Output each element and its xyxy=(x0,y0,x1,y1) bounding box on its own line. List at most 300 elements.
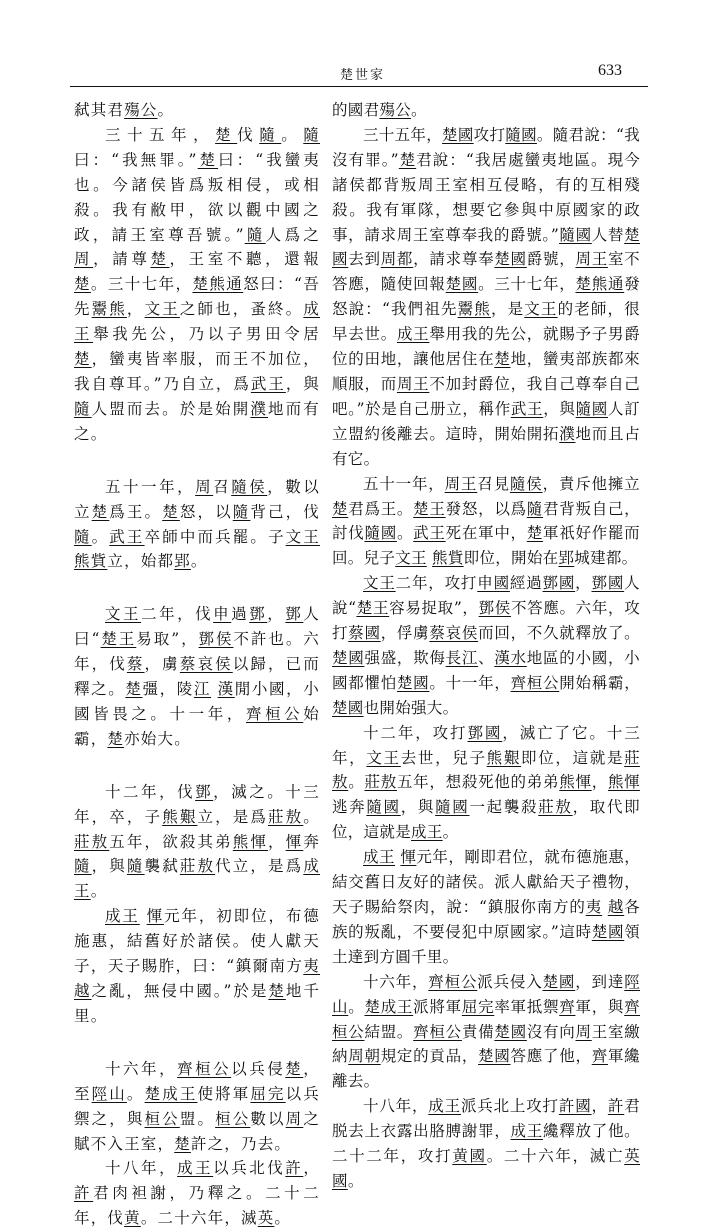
text-run: ，取代即位，這就是 xyxy=(332,798,640,842)
proper-noun: 隨 xyxy=(74,527,92,546)
proper-noun: 楚國 xyxy=(591,922,625,941)
proper-noun: 周王 xyxy=(575,250,608,269)
text-run: 君背叛自己，討伐 xyxy=(332,499,640,543)
text-run: 彊，陵 xyxy=(142,680,194,699)
text-run: ， xyxy=(591,1097,608,1116)
proper-noun: 許國 xyxy=(558,1097,592,1116)
text-run: 。 xyxy=(396,524,414,543)
proper-noun: 蔡國 xyxy=(348,624,381,643)
proper-noun: 蔡 xyxy=(126,655,145,674)
proper-noun: 武王 xyxy=(250,374,286,393)
text-run: 元年，初即位，布德施惠，結舊好於諸侯。使人獻天子，天子賜胙，曰：“鎮爾南方 xyxy=(74,907,320,976)
proper-noun: 齊桓公 xyxy=(177,1059,232,1078)
proper-noun: 鄧 xyxy=(285,605,304,624)
proper-noun: 隨 xyxy=(244,225,266,244)
text-run: 。 xyxy=(281,125,304,144)
proper-noun: 楚 xyxy=(197,150,219,169)
text-run: 曰：“我無罪。” xyxy=(74,150,198,169)
proper-noun: 武王 xyxy=(109,527,145,546)
text-run: 領土達到方圓千里。 xyxy=(332,922,640,966)
proper-noun: 周 xyxy=(74,250,94,269)
text-run: 許之，乃去。 xyxy=(190,1134,292,1153)
proper-noun: 申國 xyxy=(477,574,510,593)
paragraph xyxy=(332,845,640,970)
text-run: 開始稱霸， xyxy=(559,673,640,692)
proper-noun: 長江 xyxy=(445,648,479,667)
text-run: 。隨君說：“我沒有罪。” xyxy=(332,125,640,169)
paragraph xyxy=(74,780,320,905)
proper-noun: 成王 xyxy=(428,1097,461,1116)
text-run: 舉我先公，乃以子男田令居 xyxy=(93,325,320,344)
paragraph xyxy=(332,1094,640,1194)
text-run: ，與 xyxy=(285,374,321,393)
paragraph xyxy=(332,970,640,1095)
proper-noun: 周 xyxy=(195,477,214,496)
text-run: ，責斥他擁立 xyxy=(542,474,640,493)
paragraph-gap xyxy=(74,574,320,602)
text-run: 閒小國，小國皆畏之。十一年， xyxy=(74,680,320,723)
proper-noun: 濮 xyxy=(250,399,269,418)
text-run: 元年，剛即君位，就布德施惠，結交舊日友好的諸侯。派人獻給天子禮物，天子賜給祭肉，說：“鎮服你南方的 xyxy=(332,848,641,916)
proper-noun: 隨國 xyxy=(364,524,397,543)
proper-noun: 楚國 xyxy=(332,648,365,667)
text-run: ， xyxy=(303,1159,321,1178)
proper-noun: 齊桓公 xyxy=(245,704,304,723)
text-run: 。 xyxy=(347,1171,364,1190)
text-run: 地千里。 xyxy=(74,982,321,1025)
proper-noun: 文王 xyxy=(395,549,427,568)
text-run: 。二十六年，滅亡 xyxy=(486,1147,625,1166)
proper-noun: 隨國 xyxy=(559,225,592,244)
text-run: 三十五年， xyxy=(363,125,443,144)
text-run: ， xyxy=(126,300,145,319)
proper-noun: 成王 xyxy=(105,907,140,926)
proper-noun: 黄 xyxy=(124,1209,141,1228)
text-run: 爲王。 xyxy=(109,502,163,521)
text-run: 人曰“ xyxy=(74,605,321,649)
text-run: 一起襲殺 xyxy=(469,798,539,817)
proper-noun: 熊艱 xyxy=(486,748,522,767)
proper-noun: 鄧 xyxy=(195,782,214,801)
proper-noun: 楚成王 xyxy=(144,1084,198,1103)
proper-noun: 許 xyxy=(74,1184,94,1203)
text-run: 之亂，無侵中國。”於是 xyxy=(91,982,269,1000)
paragraph xyxy=(332,98,640,123)
proper-noun: 屈完 xyxy=(250,1084,286,1103)
proper-noun: 隨 xyxy=(126,857,145,876)
proper-noun: 文王 xyxy=(366,748,401,767)
text-run: 去到 xyxy=(348,250,381,269)
proper-noun: 漢 xyxy=(217,680,235,699)
text-run: 君脱去上衣露出胳膊謝罪， xyxy=(332,1097,641,1141)
text-run: ，滅之。十三年，卒，子 xyxy=(74,782,320,826)
text-run: 十二年，攻打 xyxy=(363,723,468,742)
text-run: 卒師中而兵罷。子 xyxy=(144,527,286,546)
proper-noun: 楚 xyxy=(150,250,170,269)
proper-noun: 楚國 xyxy=(542,972,576,991)
paragraph xyxy=(332,472,640,572)
proper-noun: 楚國 xyxy=(478,1047,511,1066)
text-run: 不答應。六年，攻打 xyxy=(332,599,641,643)
text-run: 君肉袒謝，乃釋之。二十二年，伐 xyxy=(74,1184,320,1228)
proper-noun: 越 xyxy=(74,982,92,1000)
proper-noun: 楚國 xyxy=(494,250,527,269)
text-run: 容易捉取”， xyxy=(389,599,479,618)
text-run: 十六年， xyxy=(363,972,429,991)
text-run: ，俘虜 xyxy=(380,624,430,643)
proper-noun: 郢 xyxy=(558,549,575,568)
proper-noun: 越 xyxy=(607,898,625,916)
text-run: 沒有向 xyxy=(526,1022,576,1041)
proper-noun: 楚 xyxy=(74,350,92,369)
text-run: 伐 xyxy=(237,125,260,144)
proper-noun: 熊惲 xyxy=(607,773,640,792)
text-run: 盟。 xyxy=(179,1109,216,1128)
proper-noun: 齊桓公 xyxy=(510,673,560,692)
proper-noun: 鄧侯 xyxy=(198,630,234,649)
text-run: 立，始都 xyxy=(107,552,175,571)
proper-noun: 楚 xyxy=(215,125,238,144)
text-run: 亦始大。 xyxy=(124,729,191,748)
text-run: 三十五年， xyxy=(105,125,216,144)
text-run: 人爲之 xyxy=(265,225,320,244)
original-text-column xyxy=(74,98,320,1231)
text-run: 十二年，伐 xyxy=(105,782,196,801)
text-run: 十八年， xyxy=(105,1159,178,1178)
text-run: 君說：“我居處蠻夷地區。現今諸侯都背叛周王室相互侵略，有的互相殘殺。我有軍隊，想要它參與中原國家的政事，請求周王室尊奉我的爵號。” xyxy=(332,150,640,244)
text-run: 地而有之。 xyxy=(74,399,320,443)
proper-noun: 隨侯 xyxy=(509,474,543,493)
proper-noun: 楚 xyxy=(91,502,110,521)
proper-noun: 周王 xyxy=(444,474,478,493)
text-run: 强盛，欺侮 xyxy=(364,648,446,667)
text-run: 規定的貢品， xyxy=(380,1047,479,1066)
text-run: 君爲王。 xyxy=(348,499,414,518)
paragraph-gap xyxy=(74,447,320,475)
proper-noun: 楚 xyxy=(162,502,180,521)
translation-column xyxy=(332,98,640,1194)
proper-noun: 熊惲 xyxy=(232,832,269,851)
proper-noun: 成王 xyxy=(74,857,321,901)
proper-noun: 惲 xyxy=(285,832,304,851)
proper-noun: 成王 xyxy=(74,300,321,344)
paragraph xyxy=(332,123,640,472)
proper-noun: 文王 xyxy=(285,527,320,546)
proper-noun: 桓公 xyxy=(144,1109,180,1128)
text-run: 數以 xyxy=(250,1109,286,1128)
text-run: 即位，這就是 xyxy=(521,748,625,767)
paragraph xyxy=(74,123,320,447)
proper-noun: 濮 xyxy=(559,424,576,443)
text-run: 舉用我的先公，就賜予子男爵位的田地，讓他居住在 xyxy=(332,325,640,369)
text-run: 城建都。 xyxy=(574,549,638,568)
proper-noun: 文王 xyxy=(363,574,396,593)
text-run: 之師也，蚤終。 xyxy=(179,300,304,319)
proper-noun: 成王 xyxy=(396,325,430,344)
text-run: ， xyxy=(267,605,286,624)
paragraph xyxy=(74,904,320,1029)
text-run: 使將軍 xyxy=(197,1084,251,1103)
text-run: 召 xyxy=(213,477,232,496)
proper-noun: 隨 xyxy=(74,399,92,418)
paragraph-gap xyxy=(74,752,320,780)
proper-noun: 申 xyxy=(213,605,232,624)
paragraph xyxy=(74,1057,320,1157)
text-run: 室不答應，隨使回報 xyxy=(332,250,640,294)
proper-noun: 屈完 xyxy=(461,997,495,1016)
text-run: ， xyxy=(591,773,608,792)
proper-noun: 隨國 xyxy=(435,798,470,817)
text-run: 率軍抵禦 xyxy=(494,997,560,1016)
text-run: 死在軍中， xyxy=(445,524,527,543)
proper-noun: 武王 xyxy=(413,524,446,543)
text-run: 軍祇好作罷而回。兒子 xyxy=(332,524,640,568)
text-run: 的國君 xyxy=(332,101,380,119)
proper-noun: 殤公 xyxy=(379,101,412,119)
proper-noun: 楚熊通 xyxy=(192,275,244,294)
text-run: 責備 xyxy=(461,1022,495,1041)
proper-noun: 惲 xyxy=(146,907,165,926)
proper-noun: 周 xyxy=(285,1109,304,1128)
text-run: 不加封爵位，我自己尊奉自己吧。”於是自己册立，稱作 xyxy=(332,374,640,418)
proper-noun: 齊 xyxy=(559,997,576,1016)
proper-noun: 殤公 xyxy=(124,101,158,119)
text-run: 逃奔 xyxy=(332,798,367,817)
text-run: 召見 xyxy=(477,474,510,493)
text-run: 過 xyxy=(231,605,250,624)
text-run: 。 xyxy=(303,807,320,826)
proper-noun: 文王 xyxy=(105,605,142,624)
paragraph xyxy=(74,602,320,751)
proper-noun: 夷 xyxy=(303,957,320,976)
proper-noun: 莊敖 xyxy=(179,857,216,876)
proper-noun: 文王 xyxy=(144,300,180,319)
proper-noun: 楚 xyxy=(107,729,125,748)
text-run: 地區的小國，小國都懼怕 xyxy=(332,648,640,692)
text-run: 結盟。 xyxy=(364,1022,414,1041)
proper-noun: 楚國 xyxy=(494,1022,527,1041)
text-run: 發怒，以爲 xyxy=(445,499,527,518)
proper-noun: 周朝 xyxy=(348,1047,381,1066)
proper-noun: 楚 xyxy=(526,524,544,543)
text-run: ，王室不聽，還報 xyxy=(169,250,320,269)
text-run: 五年，欲殺其弟 xyxy=(109,832,233,851)
proper-noun: 鬻熊 xyxy=(457,300,491,319)
proper-noun: 楚 xyxy=(398,150,417,169)
text-run: 。十一年， xyxy=(429,673,511,692)
paragraph xyxy=(74,475,320,575)
text-run: 五十一年， xyxy=(105,477,196,496)
proper-noun: 隨國 xyxy=(366,798,401,817)
proper-noun: 漢水 xyxy=(494,648,527,667)
text-run: 。三十七年， xyxy=(478,275,576,294)
text-run: 人訂立盟約後離去。這時，開始開拓 xyxy=(332,399,640,443)
proper-noun: 楚成王 xyxy=(364,997,414,1016)
text-run: 派兵侵入 xyxy=(477,972,543,991)
text-run: 。 xyxy=(157,101,175,119)
text-run xyxy=(140,907,147,925)
text-run: ，請求尊奉 xyxy=(413,250,495,269)
proper-noun: 桓公 xyxy=(215,1109,251,1128)
text-run: 派兵北上攻打 xyxy=(460,1097,559,1116)
text-run: 。 xyxy=(91,527,110,546)
paragraph xyxy=(74,98,320,123)
text-run: 經過 xyxy=(509,574,543,593)
proper-noun: 成王 xyxy=(363,848,395,867)
text-run: 派將軍 xyxy=(413,997,462,1016)
proper-noun: 楚 xyxy=(74,275,91,294)
header-rule xyxy=(70,86,648,87)
proper-noun: 楚國 xyxy=(396,673,430,692)
text-run: ，與 xyxy=(91,857,127,876)
proper-noun: 江 xyxy=(193,680,212,699)
text-run: ，與 xyxy=(543,399,576,418)
text-run: 十六年， xyxy=(105,1059,178,1078)
text-run: 攻打 xyxy=(473,125,506,144)
proper-noun: 齊桓公 xyxy=(428,972,478,991)
text-run: 發怒說：“我們祖先 xyxy=(332,275,640,319)
proper-noun: 隨國 xyxy=(575,399,608,418)
text-run: 五年，想殺死他的弟弟 xyxy=(396,773,560,792)
proper-noun: 鄧 xyxy=(249,605,268,624)
text-run: 人說“ xyxy=(332,574,640,618)
text-run: 人替 xyxy=(591,225,625,244)
text-run: 奔 xyxy=(303,832,321,851)
text-run: 五十一年， xyxy=(363,474,445,493)
text-run: 地而且占有它。 xyxy=(332,424,640,468)
proper-noun: 楚熊通 xyxy=(575,275,625,294)
proper-noun: 成王 xyxy=(177,1159,214,1178)
text-run: 也開始强大。 xyxy=(363,698,459,717)
text-run: 而回，不久就釋放了。 xyxy=(478,624,640,643)
proper-noun: 隨國 xyxy=(505,125,537,144)
proper-noun: 鄧國 xyxy=(542,574,576,593)
text-run: 。 xyxy=(126,1084,145,1103)
proper-noun: 齊桓公 xyxy=(332,997,640,1041)
proper-noun: 熊惲 xyxy=(559,773,592,792)
text-run: 代立，是爲 xyxy=(215,857,304,876)
paragraph xyxy=(332,571,640,720)
proper-noun: 陘山 xyxy=(332,972,640,1016)
proper-noun: 楚國 xyxy=(332,225,640,269)
proper-noun: 熊艱 xyxy=(162,807,198,826)
text-run: 怒，以 xyxy=(179,502,233,521)
text-run: ，到達 xyxy=(575,972,625,991)
text-run: 二年，伐 xyxy=(141,605,214,624)
proper-noun: 陘山 xyxy=(91,1084,127,1103)
paragraph xyxy=(332,721,640,846)
text-run: 。 xyxy=(274,1209,292,1228)
proper-noun: 熊貲 xyxy=(74,552,108,571)
text-run: 。三十七年， xyxy=(90,275,193,294)
text-run: 。二十六年，滅 xyxy=(140,1209,258,1228)
text-run: ，至 xyxy=(74,1059,320,1103)
proper-noun: 莊敖 xyxy=(538,798,573,817)
proper-noun: 楚 xyxy=(125,680,143,699)
proper-noun: 武王 xyxy=(510,399,544,418)
proper-noun: 鄧國 xyxy=(591,574,625,593)
text-run: 纔釋放了他。二十二年，攻打 xyxy=(332,1122,640,1166)
proper-noun: 英國 xyxy=(332,1147,640,1190)
proper-noun: 楚王 xyxy=(356,599,390,618)
text-run: 立，是爲 xyxy=(197,807,269,826)
proper-noun: 隨 xyxy=(232,502,251,521)
text-run: 答應了他， xyxy=(510,1047,592,1066)
text-run: 始霸， xyxy=(74,704,320,748)
text-run: 去世，兒子 xyxy=(400,748,487,767)
text-run: 。 xyxy=(348,997,365,1016)
proper-noun: 鬻熊 xyxy=(91,300,127,319)
proper-noun: 許 xyxy=(607,1097,625,1116)
proper-noun: 周都 xyxy=(380,250,414,269)
proper-noun: 夷 xyxy=(585,898,603,916)
proper-noun: 莊敖 xyxy=(74,832,110,851)
proper-noun: 英 xyxy=(257,1209,275,1228)
proper-noun: 楚國 xyxy=(332,698,364,717)
text-run: 背己，伐 xyxy=(250,502,320,521)
proper-noun: 隨 xyxy=(303,125,320,144)
proper-noun: 成王 xyxy=(510,1122,544,1141)
paragraph-gap xyxy=(74,1029,320,1057)
proper-noun: 隨侯 xyxy=(231,477,268,496)
text-run: 以歸，已而釋之。 xyxy=(74,655,320,699)
text-run: ，蠻夷皆率服，而王不加位，我自尊耳。”乃自立，爲 xyxy=(74,350,320,393)
proper-noun: 莊敖 xyxy=(268,807,304,826)
text-run: 。 xyxy=(190,552,208,571)
text-run: 人盟而去。於是始開 xyxy=(91,399,251,418)
text-run: 以兵侵 xyxy=(231,1059,286,1078)
text-run: 不許也。六年，伐 xyxy=(74,630,321,674)
proper-noun: 莊敖 xyxy=(364,773,397,792)
proper-noun: 熊貲 xyxy=(432,549,464,568)
text-run: 以兵禦之，與 xyxy=(74,1084,320,1128)
proper-noun: 楚 xyxy=(494,350,511,369)
proper-noun: 鄧侯 xyxy=(478,599,511,618)
proper-noun: 許 xyxy=(285,1159,304,1178)
proper-noun: 成王 xyxy=(411,823,443,842)
text-run: 。 xyxy=(411,101,427,119)
text-run: 十八年， xyxy=(363,1097,429,1116)
text-run: ，與 xyxy=(400,798,436,817)
proper-noun: 隨 xyxy=(526,499,544,518)
text-run: 地，蠻夷部族都來順服，而 xyxy=(332,350,640,393)
proper-noun: 隨 xyxy=(259,125,282,144)
text-run: ，數以立 xyxy=(74,477,320,521)
text-run: ， xyxy=(268,832,286,851)
text-run: ， xyxy=(575,574,592,593)
proper-noun: 楚國 xyxy=(445,275,479,294)
proper-noun: 蔡哀侯 xyxy=(179,655,233,674)
text-run: 怒曰：“吾先 xyxy=(74,275,320,319)
text-run: 各族的叛亂，不要侵犯中原國家。”這時 xyxy=(332,898,640,941)
proper-noun: 齊桓公 xyxy=(413,1022,462,1041)
text-run: 、 xyxy=(478,648,495,667)
proper-noun: 黄國 xyxy=(452,1147,487,1166)
proper-noun: 文王 xyxy=(524,300,558,319)
text-run: 軍纔離去。 xyxy=(332,1047,640,1091)
proper-noun: 郢 xyxy=(174,552,191,571)
text-run: ，滅亡了它。十三年， xyxy=(332,723,640,767)
proper-noun: 楚 xyxy=(285,1059,304,1078)
text-run: ，是 xyxy=(490,300,525,319)
proper-noun: 楚王 xyxy=(100,630,137,649)
text-run: 以兵北伐 xyxy=(213,1159,286,1178)
text-run: 。 xyxy=(442,823,459,842)
page-number: 633 xyxy=(598,62,622,79)
text-run: 之賦不入王室， xyxy=(74,1109,321,1153)
text-run: 襲弑 xyxy=(144,857,180,876)
text-run: 的老師，很早去世。 xyxy=(332,300,640,344)
